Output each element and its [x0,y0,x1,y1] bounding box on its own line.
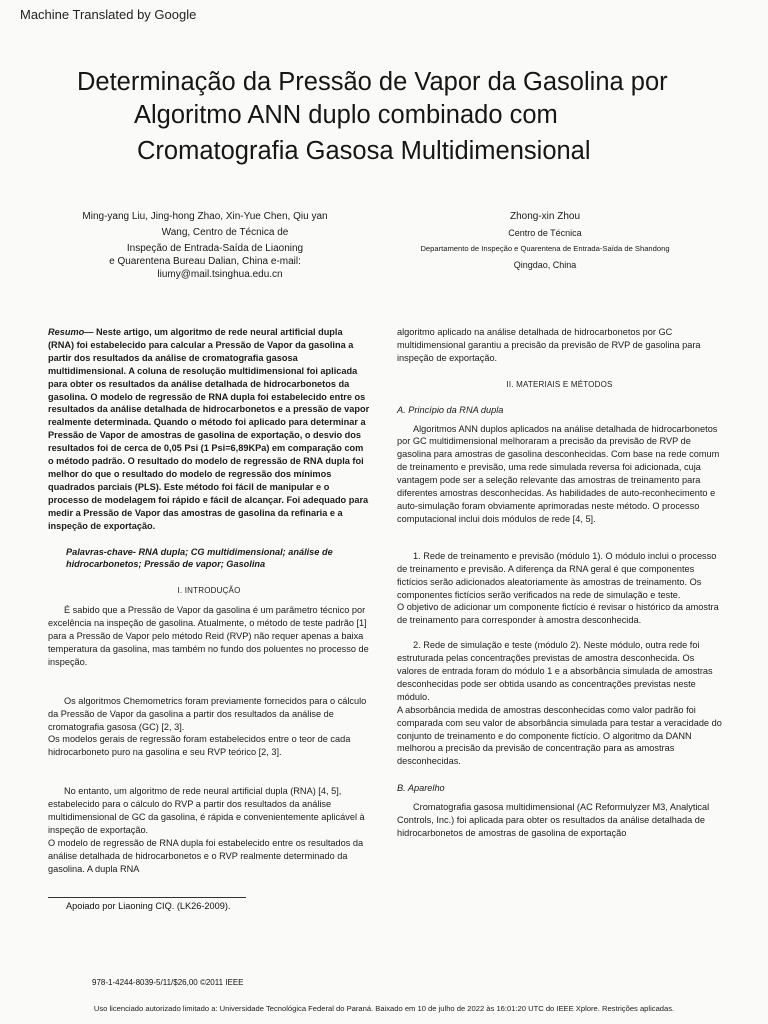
abstract [48,326,370,533]
subsection-b: B. Aparelho [397,783,445,794]
author-affiliation-2: Inspeção de Entrada-Saída de Liaoning [126,243,304,254]
license-notice: Uso licenciado autorizado limitado a: Universidade Tecnológica Federal do Paraná. Baixado em 10 de julho de 2022 às 16:01:20 UTC do IEEE Xplore. Restrições aplicadas. [93,1004,675,1013]
paragraph-module-2b: A absorbância medida de amostras desconhecidas como valor padrão foi comparada com seu valor de absorbância simulada para testar a veracidade do conjunto de treinamento e do componente fictício. O algoritmo da DANN melhorou a precisão da previsão de concentração para as amostras desconhecidas. [397,704,722,767]
title-line-1: Determinação da Pressão de Vapor da Gasolina por [77,68,668,96]
affiliation-right-2: Departamento de Inspeção e Quarentena de Entrada-Saída de Shandong [420,244,670,253]
title-line-2: Algoritmo ANN duplo combinado com [134,101,558,129]
isbn-line: 978-1-4244-8039-5/11/$26,00 ©2011 IEEE [92,978,244,987]
left-column [48,326,370,876]
intro-paragraph-2: Os algoritmos Chemometrics foram previamente fornecidos para o cálculo da Pressão de Vapor da gasolina a partir dos resultados da análise de cromatografia gasosa (GC) [2, 3]. [48,695,367,732]
abstract-text: Neste artigo, um algoritmo de rede neural artificial dupla (RNA) foi estabelecido para calcular a Pressão de Vapor da gasolina a partir dos resultados da análise de cromatografia gasosa multidimensional. A coluna de resolução multidimensional foi aplicada para obter os resultados da análise detalhada de hidrocarbonetos da gasolina. O modelo de regressão de RNA dupla foi estabelecido entre os resultados da análise detalhada de hidrocarbonetos e a pressão de vapor realmente determinada. Quando o método foi aplicado para determinar a Pressão de Vapor de amostras de gasolina de exportação, o desvio dos resultados foi de cerca de 0,05 Psi (1 Psi=6,89KPa) em comparação com o método padrão. O resultado do modelo de regressão de RNA dupla foi melhor do que o resultado do modelo de regressão dos mínimos quadrados parciais (PLS). Este método foi fácil de manipular e o processo de modelagem foi rápido e fácil de alcançar. Foi adequado para medir a Pressão de Vapor das amostras de gasolina da refinaria e a inspeção de exportação. [48,327,370,531]
paragraph-apparatus: Cromatografia gasosa multidimensional (AC Reformulyzer M3, Analytical Controls, Inc.) foi aplicada para obter os resultados da análise detalhada de hidrocarbonetos de amostras de gasolina de exportação [397,802,710,838]
paragraph-module-1b: O objetivo de adicionar um componente fictício é revisar o histórico da amostra de treinamento para corresponder à amostra desconhecida. [397,602,719,626]
author-affiliation-1: Wang, Centro de Técnica de [161,227,289,238]
abstract-lead: Resumo— [48,327,94,337]
author-name-right: Zhong-xin Zhou [509,211,581,222]
affiliation-right-3: Qingdao, China [513,260,577,270]
affiliation-right-1: Centro de Técnica [508,228,582,238]
authors-right [390,209,700,273]
section-materiais-metodos: II. MATERIAIS E MÉTODOS [506,379,613,389]
intro-paragraph-3: No entanto, um algoritmo de rede neural artificial dupla (RNA) [4, 5], estabelecido para o cálculo do RVP a partir dos resultados da análise multidimensional de GC da gasolina, é rápida e convenientemente aplicável à inspeção de exportação. [48,786,365,835]
author-affiliation-3: e Quarentena Bureau Dalian, China e-mail: [109,256,301,267]
intro-paragraph-1: É sabido que a Pressão de Vapor da gasolina é um parâmetro técnico por excelência na inspeção de gasolina. Atualmente, o método de teste padrão [1] para a Pressão de Vapor pelo método Reid (RVP) não requer apenas a baixa temperatura da gasolina, mas também no fundo dos poluentes no processo de inspeção. [48,605,369,667]
footnote-rule [48,897,246,898]
intro-paragraph-3b: O modelo de regressão de RNA dupla foi estabelecido entre os resultados da análise detalhada de hidrocarbonetos e o RVP realmente determinado da gasolina. A dupla RNA [48,837,364,874]
keywords: Palavras-chave- RNA dupla; CG multidimensional; análise de hidrocarbonetos; Pressão de vapor; Gasolina [66,546,333,570]
footnote: Apoiado por Liaoning CIQ. (LK26-2009). [66,901,231,911]
translation-banner: Machine Translated by Google [20,7,197,22]
author-names: Ming-yang Liu, Jing-hong Zhao, Xin-Yue Chen, Qiu yan [82,211,328,222]
title-line-3: Cromatografia Gasosa Multidimensional [137,137,591,165]
subsection-a: A. Princípio da RNA dupla [397,404,504,415]
intro-paragraph-2b: Os modelos gerais de regressão foram estabelecidos entre o teor de cada hidrocarboneto puro na gasolina e seu RVP teórico [2, 3]. [48,734,351,758]
section-introducao: I. INTRODUÇÃO [177,586,241,596]
authors-left [40,209,370,283]
paragraph-module-1: 1. Rede de treinamento e previsão (módulo 1). O módulo inclui o processo de treinamento e previsão. A diferença da RNA geral é que componentes fictícios serão adicionados aleatoriamente às amostras de treinamento. Os componentes fictícios serão verificados na rede de simulação e teste. [397,550,717,600]
author-email: liumy@mail.tsinghua.edu.cn [157,269,283,280]
paragraph-dual-ann: Algoritmos ANN duplos aplicados na análise detalhada de hidrocarbonetos por GC multidimensional melhoraram a precisão da previsão de RVP de gasolina para amostras de gasolina desconhecidas. Com base na rede comum de treinamento e previsão, uma rede simulada reversa foi adicionada, cuja vantagem pode ser a seleção relevante das amostras de treinamento para diferentes amostras desconhecidas. As habilidades de auto-reconhecimento e auto-simulação foram obviamente aprimoradas neste método. O processo computacional inclui dois módulos de rede [4, 5]. [397,423,720,524]
paragraph-module-2: 2. Rede de simulação e teste (módulo 2). Neste módulo, outra rede foi estruturada pelas concentrações previstas de amostra desconhecida. Os valores de entrada foram do módulo 1 e a absorbância simulada de amostras desconhecidas pode ser obtida usando as concentrações previstas neste módulo. [397,640,713,702]
continued-paragraph: algoritmo aplicado na análise detalhada de hidrocarbonetos por GC multidimensional garantiu a precisão da previsão de RVP de gasolina para inspeção de exportação. [397,327,701,363]
right-column [397,326,722,840]
